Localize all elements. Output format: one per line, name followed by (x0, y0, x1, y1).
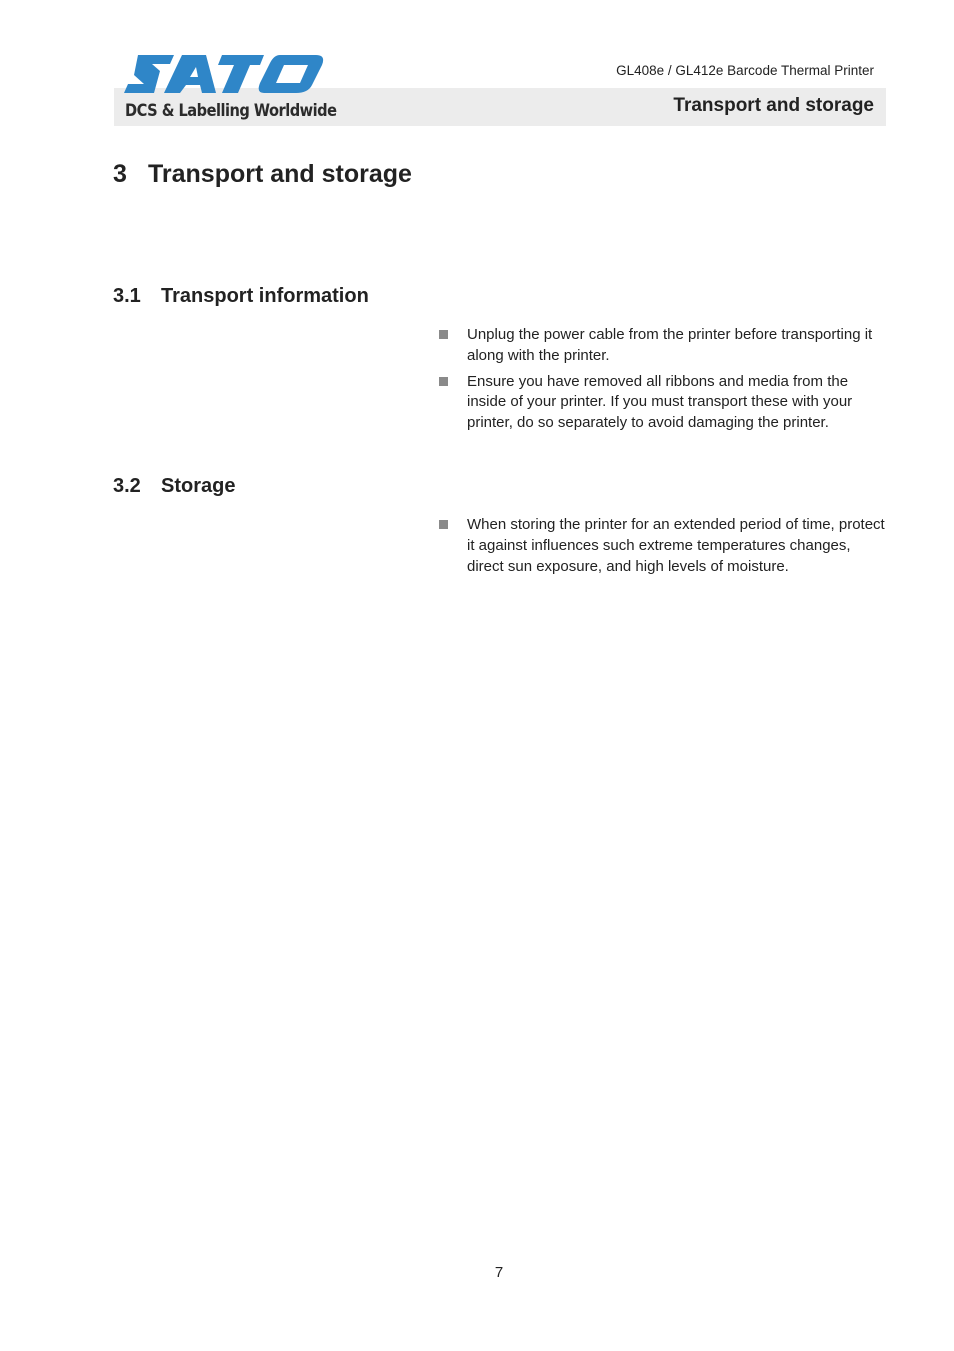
section-number: 3.2 (113, 475, 141, 497)
chapter-number: 3 (113, 160, 127, 188)
chapter-title: Transport and storage (148, 160, 412, 188)
section-heading-transport (113, 285, 369, 308)
product-name: GL408e / GL412e Barcode Thermal Printer (616, 63, 874, 78)
section-heading-storage (113, 475, 235, 498)
company-tagline: DCS & Labelling Worldwide (125, 101, 337, 121)
page-number: 7 (494, 1264, 504, 1281)
section-title: Storage (161, 475, 236, 497)
list-item (438, 325, 888, 367)
list-item (438, 372, 888, 434)
bullet-text: When storing the printer for an extended period of time, protect it against influences such extreme temperatures changes, direct sun exposure, and high levels of moisture. (467, 516, 885, 575)
list-item (438, 515, 888, 577)
square-bullet-icon (439, 377, 448, 386)
chapter-heading (113, 160, 412, 189)
header-section-title: Transport and storage (673, 95, 874, 116)
bullet-text: Unplug the power cable from the printer before transporting it along with the printer. (467, 326, 873, 364)
section-title: Transport information (161, 285, 369, 307)
square-bullet-icon (439, 330, 448, 339)
sato-logo (124, 55, 324, 93)
section-number: 3.1 (113, 285, 141, 307)
bullet-text: Ensure you have removed all ribbons and media from the inside of your printer. If you must transport these with your printer, do so separately to avoid damaging the printer. (467, 372, 853, 432)
transport-bullet-list (438, 325, 888, 439)
square-bullet-icon (439, 520, 448, 529)
storage-bullet-list (438, 515, 888, 582)
